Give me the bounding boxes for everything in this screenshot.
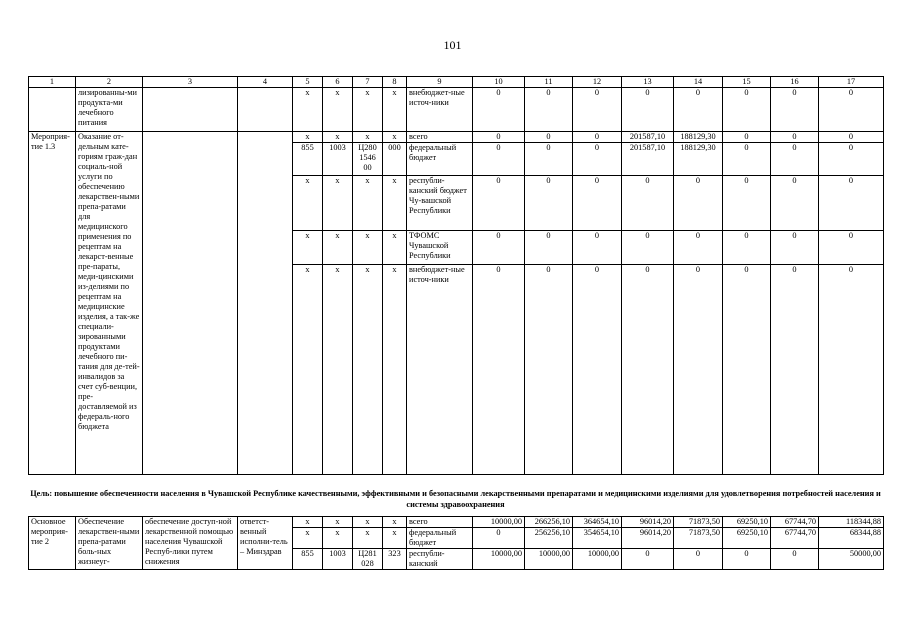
source-cell: всего <box>407 132 473 143</box>
header-cell: 14 <box>674 77 723 88</box>
value-cell: 0 <box>622 231 674 265</box>
table-cell: x <box>353 88 383 132</box>
value-cell: 0 <box>525 88 573 132</box>
table-cell: x <box>383 517 407 528</box>
value-cell: 0 <box>573 176 622 231</box>
table-cell: x <box>383 231 407 265</box>
table-cell: 323 <box>383 549 407 570</box>
table-row <box>29 88 884 132</box>
value-cell: 0 <box>473 88 525 132</box>
table-cell: x <box>323 265 353 475</box>
value-cell: 0 <box>525 231 573 265</box>
goal-heading: Цель: повышение обеспеченности населения в Чувашской Республике качественными, эффективными и безопасными лекарственными препаратами и медицинскими изделиями для удовлетворения потребностей населения и системы здравоохранения <box>30 489 881 509</box>
header-cell: 4 <box>238 77 293 88</box>
measures-table-top <box>28 76 884 475</box>
page-number: 101 <box>443 38 462 52</box>
value-cell: 69250,10 <box>723 528 771 549</box>
table-cell: 855 <box>293 143 323 176</box>
value-cell: 0 <box>723 265 771 475</box>
value-cell: 201587,10 <box>622 143 674 176</box>
value-cell: 0 <box>771 176 819 231</box>
table-cell: x <box>293 231 323 265</box>
value-cell: 0 <box>771 549 819 570</box>
header-cell: 2 <box>76 77 143 88</box>
value-cell: 0 <box>573 265 622 475</box>
table-cell: x <box>353 528 383 549</box>
value-cell: 0 <box>573 231 622 265</box>
value-cell: 0 <box>771 132 819 143</box>
table-cell: 000 <box>383 143 407 176</box>
source-cell: ТФОМС Чувашской Республики <box>407 231 473 265</box>
value-cell: 69250,10 <box>723 517 771 528</box>
table-row <box>29 517 884 528</box>
value-cell: 0 <box>622 88 674 132</box>
measure-description: Оказание от-дельным кате-гориям граж-дан социаль-ной услуги по обеспечению лекарствен-ными препа-ратами для медицинского применения по рецептам на лекарст-венные пре-параты, меди-цинскими из-делиями по рецептам на медицинские изделия, а так-же специали-зированными продуктами лечебного пи-тания для де-тей-инвалидов за счет суб-венции, пре-доставляемой из федераль-ного бюджета <box>76 132 143 475</box>
header-cell: 13 <box>622 77 674 88</box>
value-cell: 0 <box>723 88 771 132</box>
source-cell: внебюджет-ные источ-ники <box>407 265 473 475</box>
value-cell: 0 <box>819 143 884 176</box>
empty-cell <box>29 88 76 132</box>
value-cell: 0 <box>819 176 884 231</box>
value-cell: 0 <box>771 231 819 265</box>
table-cell: x <box>293 528 323 549</box>
value-cell: 0 <box>723 132 771 143</box>
value-cell: 0 <box>674 88 723 132</box>
header-row <box>29 77 884 88</box>
empty-cell <box>238 88 293 132</box>
value-cell: 0 <box>473 231 525 265</box>
empty-cell <box>143 88 238 132</box>
table-cell: x <box>353 265 383 475</box>
value-cell: 364654,10 <box>573 517 622 528</box>
value-cell: 118344,88 <box>819 517 884 528</box>
table-cell: 1003 <box>323 143 353 176</box>
value-cell: 0 <box>819 231 884 265</box>
table-cell: 855 <box>293 549 323 570</box>
value-cell: 0 <box>819 132 884 143</box>
value-cell: 10000,00 <box>473 549 525 570</box>
header-cell: 8 <box>383 77 407 88</box>
value-cell: 0 <box>573 88 622 132</box>
value-cell: 0 <box>525 176 573 231</box>
header-cell: 12 <box>573 77 622 88</box>
header-cell: 3 <box>143 77 238 88</box>
responsible-executor: ответст-венный исполни-тель – Минздрав <box>238 517 293 570</box>
value-cell: 0 <box>771 88 819 132</box>
value-cell: 10000,00 <box>525 549 573 570</box>
table-cell: x <box>293 265 323 475</box>
value-cell: 0 <box>723 231 771 265</box>
source-cell: федеральный бюджет <box>407 143 473 176</box>
value-cell: 71873,50 <box>674 528 723 549</box>
table-cell: x <box>293 132 323 143</box>
table-cell: Ц281 028 <box>353 549 383 570</box>
value-cell: 68344,88 <box>819 528 884 549</box>
table-cell: x <box>323 231 353 265</box>
value-cell: 71873,50 <box>674 517 723 528</box>
empty-cell <box>143 132 238 475</box>
value-cell: 0 <box>674 549 723 570</box>
table-cell: x <box>353 176 383 231</box>
value-cell: 0 <box>674 231 723 265</box>
table-cell: x <box>323 176 353 231</box>
table-cell: x <box>293 517 323 528</box>
value-cell: 0 <box>573 143 622 176</box>
value-cell: 0 <box>525 132 573 143</box>
value-cell: 0 <box>819 88 884 132</box>
table-cell: x <box>383 265 407 475</box>
value-cell: 201587,10 <box>622 132 674 143</box>
measure-name-cont: лизированны-ми продукта-ми лечебного питания <box>76 88 143 132</box>
value-cell: 50000,00 <box>819 549 884 570</box>
source-cell: всего <box>407 517 473 528</box>
value-cell: 0 <box>473 265 525 475</box>
table-cell: x <box>293 176 323 231</box>
value-cell: 0 <box>819 265 884 475</box>
table-cell: x <box>353 132 383 143</box>
table-cell: Ц280 1546 00 <box>353 143 383 176</box>
header-cell: 11 <box>525 77 573 88</box>
table-cell: x <box>323 517 353 528</box>
measures-table-bottom <box>28 516 884 570</box>
value-cell: 188129,30 <box>674 143 723 176</box>
header-cell: 9 <box>407 77 473 88</box>
table-cell: x <box>383 528 407 549</box>
value-cell: 0 <box>622 265 674 475</box>
value-cell: 96014,20 <box>622 517 674 528</box>
measure-label: Мероприя-тие 1.3 <box>29 132 76 475</box>
table-cell: x <box>323 88 353 132</box>
header-cell: 10 <box>473 77 525 88</box>
table-cell: x <box>293 88 323 132</box>
table-cell: x <box>323 132 353 143</box>
header-cell: 16 <box>771 77 819 88</box>
source-cell: республи-канский бюджет Чу-вашской Республики <box>407 176 473 231</box>
value-cell: 0 <box>525 143 573 176</box>
value-cell: 266256,10 <box>525 517 573 528</box>
value-cell: 10000,00 <box>573 549 622 570</box>
header-cell: 5 <box>293 77 323 88</box>
value-cell: 0 <box>473 176 525 231</box>
header-cell: 17 <box>819 77 884 88</box>
table-cell: x <box>383 132 407 143</box>
main-measure-result: обеспечение доступ-ной лекарственной помощью населения Чувашской Респуб-лики путем снижения <box>143 517 238 570</box>
source-cell: республи-канский <box>407 549 473 570</box>
table-cell: 1003 <box>323 549 353 570</box>
value-cell: 0 <box>771 143 819 176</box>
table-row <box>29 132 884 143</box>
table-cell: x <box>383 176 407 231</box>
value-cell: 0 <box>771 265 819 475</box>
value-cell: 67744,70 <box>771 517 819 528</box>
value-cell: 354654,10 <box>573 528 622 549</box>
value-cell: 0 <box>525 265 573 475</box>
value-cell: 0 <box>723 176 771 231</box>
table-cell: x <box>353 517 383 528</box>
table-cell: x <box>383 88 407 132</box>
value-cell: 0 <box>622 176 674 231</box>
main-measure-name: Обеспечение лекарствен-ными препа-ратами боль-ных жизнеуг- <box>76 517 143 570</box>
value-cell: 256256,10 <box>525 528 573 549</box>
value-cell: 67744,70 <box>771 528 819 549</box>
value-cell: 0 <box>674 265 723 475</box>
main-measure-label: Основное мероприя-тие 2 <box>29 517 76 570</box>
value-cell: 0 <box>674 176 723 231</box>
value-cell: 188129,30 <box>674 132 723 143</box>
value-cell: 96014,20 <box>622 528 674 549</box>
header-cell: 6 <box>323 77 353 88</box>
value-cell: 0 <box>573 132 622 143</box>
source-cell: внебюджет-ные источ-ники <box>407 88 473 132</box>
value-cell: 0 <box>723 143 771 176</box>
value-cell: 0 <box>473 143 525 176</box>
value-cell: 0 <box>473 132 525 143</box>
value-cell: 0 <box>473 528 525 549</box>
header-cell: 7 <box>353 77 383 88</box>
table-cell: x <box>353 231 383 265</box>
header-cell: 15 <box>723 77 771 88</box>
table-cell: x <box>323 528 353 549</box>
value-cell: 10000,00 <box>473 517 525 528</box>
source-cell: федеральный бюджет <box>407 528 473 549</box>
value-cell: 0 <box>622 549 674 570</box>
empty-cell <box>238 132 293 475</box>
header-cell: 1 <box>29 77 76 88</box>
value-cell: 0 <box>723 549 771 570</box>
